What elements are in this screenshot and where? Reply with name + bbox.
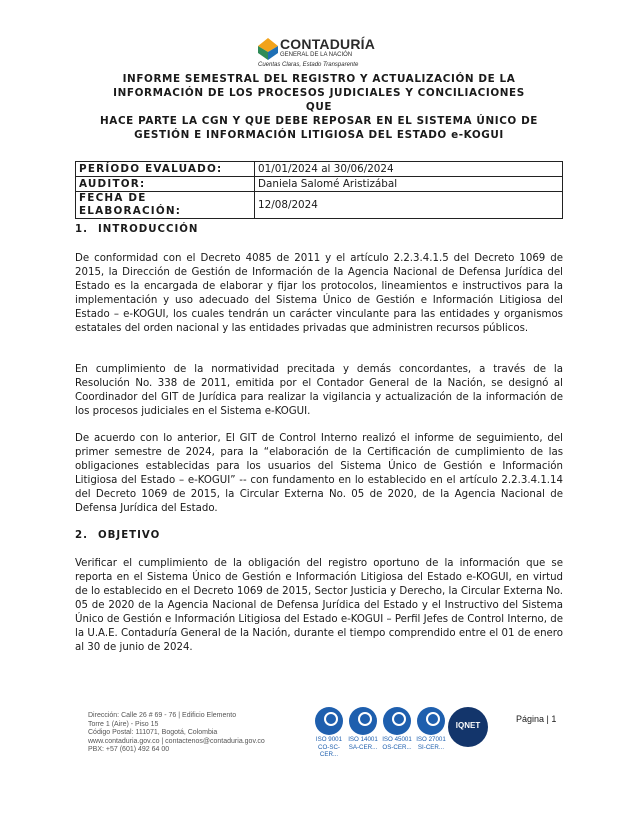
- address-line: Código Postal: 111071, Bogotá, Colombia: [88, 729, 218, 737]
- document-title: [100, 72, 538, 142]
- logo-subtitle: GENERAL DE LA NACIÓN: [280, 52, 353, 58]
- iso-14001-badge: [348, 707, 378, 751]
- period-label: PERÍODO EVALUADO:: [76, 162, 255, 177]
- section-number: 2.: [75, 530, 88, 541]
- table-row: [76, 177, 563, 192]
- badge-label: ISO 9001: [315, 736, 343, 743]
- iqnet-label: IQNET: [455, 721, 481, 730]
- date-label: FECHA DE ELABORACIÓN:: [76, 192, 255, 219]
- iso-27001-badge: [416, 707, 446, 751]
- badge-id: SI-CER...: [417, 744, 445, 751]
- iqnet-seal-icon: [448, 707, 488, 747]
- section-heading-introduccion: [75, 224, 198, 235]
- auditor-label: AUDITOR:: [76, 177, 255, 192]
- table-row: [76, 162, 563, 177]
- title-line: INFORME SEMESTRAL DEL REGISTRO Y ACTUALIZACIÓN DE LA: [122, 73, 516, 85]
- icontec-seal-icon: [417, 707, 445, 735]
- title-line: GESTIÓN E INFORMACIÓN LITIGIOSA DEL ESTADO e-KOGUI: [134, 129, 504, 141]
- address-line: www.contaduria.gov.co | contactenos@contaduria.gov.co: [88, 737, 265, 745]
- objective-paragraph: Verificar el cumplimiento de la obligación del registro oportuno de la información que se reporta en el Sistema Único de Gestión e Información Litigiosa del Estado e-KOGUI, en virtud de lo establecido en el Decreto 1069 de 2015, Sector Justicia y Derecho, la Circular Externa No. 05 de 2020 de la Agencia Nacional de Defensa Jurídica del Estado y el Instructivo del Sistema Único de Gestión e Información Litigiosa del Estado e-KOGUI – Perfil Jefes de Control Interno, de la U.A.E. Contaduría General de la Nación, durante el tiempo comprendido entre el 01 de enero al 30 de junio de 2024.: [75, 558, 563, 653]
- badge-id: OS-CER...: [382, 744, 412, 751]
- icontec-seal-icon: [349, 707, 377, 735]
- intro-paragraph-3: De acuerdo con lo anterior, El GIT de Control Interno realizó el informe de seguimiento, del primer semestre de 2024, para la “elaboración de la Certificación de cumplimiento de las obligaciones establecidas para los usuarios del Sistema Único de Gestión e Información Litigiosa del Estado – e-KOGUI” -- con fundamento en lo establecido en el artículo 2.2.3.4.1.14 del Decreto 1069 de 2015, la Circular Externa No. 05 de 2020, de la Agencia Nacional de Defensa Jurídica del Estado.: [75, 433, 563, 514]
- iso-45001-badge: [382, 707, 412, 751]
- evaluation-info-table: [75, 161, 563, 219]
- icontec-seal-icon: [383, 707, 411, 735]
- page-number: Página | 1: [516, 714, 557, 724]
- cgn-logo: [258, 36, 378, 70]
- badge-id: SA-CER...: [348, 744, 378, 751]
- badge-label: ISO 14001: [348, 736, 378, 743]
- badge-label: ISO 27001: [416, 736, 446, 743]
- table-row: [76, 192, 563, 219]
- address-line: Torre 1 (Aire) - Piso 15: [88, 720, 159, 728]
- period-value: 01/01/2024 al 30/06/2024: [255, 162, 563, 177]
- title-line: INFORMACIÓN DE LOS PROCESOS JUDICIALES Y CONCILIACIONES QUE: [113, 87, 525, 113]
- badge-id: CO-SC-CER...: [318, 744, 340, 758]
- badge-label: ISO 45001: [382, 736, 412, 743]
- iso-9001-badge: [314, 707, 344, 758]
- address-line: Dirección: Calle 26 # 69 - 76 | Edificio Elemento: [88, 712, 237, 719]
- section-heading-objetivo: [75, 530, 160, 541]
- address-line: PBX: +57 (601) 492 64 00: [88, 746, 170, 754]
- footer-address: [88, 712, 265, 755]
- section-title: INTRODUCCIÓN: [98, 224, 199, 235]
- certification-badges: [314, 707, 494, 767]
- auditor-value: Daniela Salomé Aristizábal: [255, 177, 563, 192]
- section-number: 1.: [75, 224, 88, 235]
- intro-paragraph-1: De conformidad con el Decreto 4085 de 2011 y el artículo 2.2.3.4.1.5 del Decreto 1069 de 2015, la Dirección de Gestión de Información de la Agencia Nacional de Defensa Jurídica del Estado es la encargada de elaborar y fijar los protocolos, lineamientos e instructivos para la implementación y uso adecuado del Sistema Único de Gestión e Información Litigiosa del Estado – e-KOGUI, los cuales tendrán un carácter vinculante para las entidades y organismos estatales del orden nacional y las entidades privadas que administren recursos públicos.: [75, 253, 563, 334]
- logo-tagline: Cuentas Claras, Estado Transparente: [258, 62, 359, 68]
- cgn-logo-mark-icon: [258, 38, 278, 60]
- title-line: HACE PARTE LA CGN Y QUE DEBE REPOSAR EN EL SISTEMA ÚNICO DE: [100, 115, 539, 127]
- icontec-seal-icon: [315, 707, 343, 735]
- section-title: OBJETIVO: [98, 530, 161, 541]
- logo-name: CONTADURÍA: [280, 36, 376, 52]
- date-value: 12/08/2024: [255, 192, 563, 219]
- intro-paragraph-2: En cumplimiento de la normatividad precitada y demás concordantes, a través de la Resolución No. 338 de 2011, emitida por el Contador General de la Nación, se designó al Coordinador del GIT de Jurídica para realizar la vigilancia y actualización de la información de los procesos judiciales en el Sistema e-KOGUI.: [75, 364, 563, 417]
